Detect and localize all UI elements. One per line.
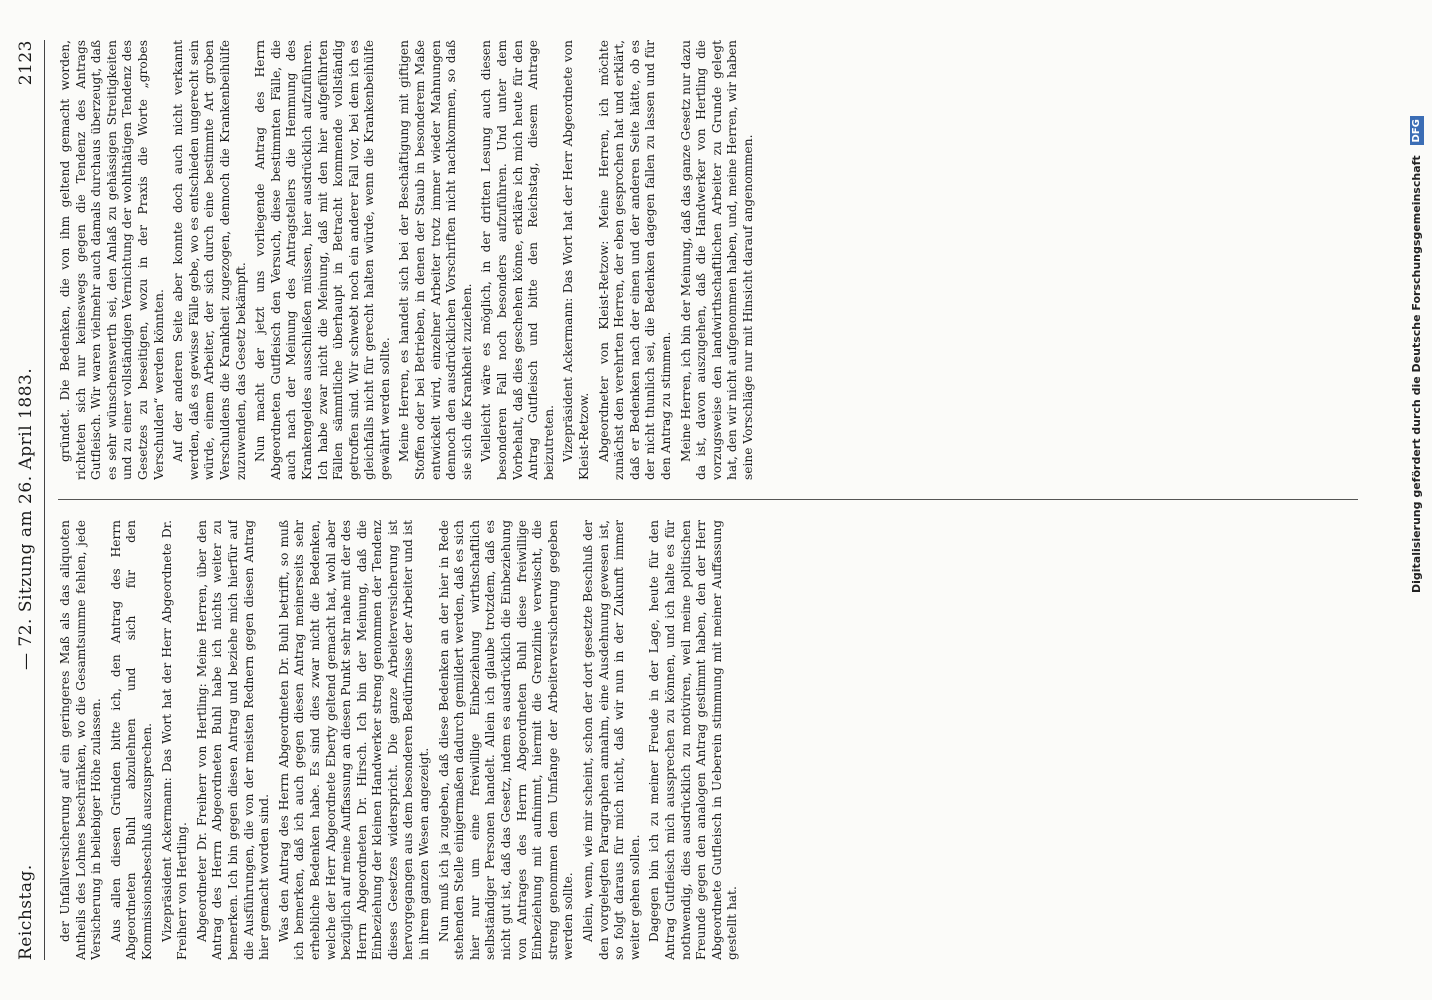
header-rule (44, 40, 45, 960)
paragraph: Vizepräsident Ackermann: Das Wort hat der Herr Abgeordnete von Kleist-Retzow. (561, 40, 591, 480)
paragraph: Abgeordneter von Kleist-Retzow: Meine Herren, ich möchte zunächst den verehrten Herren, der eben gesprochen hat und erklärt, daß er Bedenken nach der einen und der anderen Seite hätte, ob es der nicht thunlich sei, die Bedenken dagegen fallen zu lassen und für den Antrag zu stimmen. (596, 40, 673, 480)
dfg-logo: DFG (1410, 116, 1424, 145)
paragraph: Vielleicht wäre es möglich, in der dritten Lesung auch diesen besonderen Fall noch besonders aufzuführen. Und unter dem Vorbehalt, daß dies geschehen könne, erkläre ich mich heute für den Antrag Gutfleisch und bitte den Reichstag, diesem Antrage beizutreten. (479, 40, 556, 480)
paragraph: Meine Herren, ich bin der Meinung, daß das ganze Gesetz nur dazu da ist, davon auszugehen, daß die Handwerker von Hertling die vorzugsweise den landwirthschaftlichen Arbeiter zu Grunde gelegt hat, den wir nicht aufgenommen haben, und, meine Herren, wir haben seine Vorschläge nur mit Hinsicht darauf angenommen. (678, 40, 755, 480)
paragraph: der Unfallversicherung auf ein geringeres Maß als das aliquoten Antheils des Lohnes beschränken, wo die Gesamtsumme fehlen, jede Versicherung in beliebiger Höhe zulassen. (58, 520, 104, 960)
page-header (14, 40, 42, 960)
dfg-credit-text: Digitalisierung gefördert durch die Deutsche Forschungsgemeinschaft (1410, 155, 1423, 593)
paragraph: Nun macht der jetzt uns vorliegende Antrag des Herrn Abgeordneten Gutfleisch den Versuch, diese bestimmten Fälle, die auch nach der Meinung des Antragstellers die Hemmung des Krankengeldes ausschließen müssen, hier ausdrücklich aufzuführen. Ich habe zwar nicht die Meinung, daß mit den hier aufgeführten Fällen sämmtliche überhaupt in Betracht kommende vollständig getroffen sind. Wir schwebt noch ein anderer Fall vor, bei dem ich es gleichfalls nicht für gerecht halten würde, wenn die Krankenbeihülfe gewährt werden sollte. (253, 40, 392, 480)
header-left: Reichstag. (16, 864, 36, 960)
paragraph: Was den Antrag des Herrn Abgeordneten Dr. Buhl betrifft, so muß ich bemerken, daß ich auch gegen diesen Antrag meinerseits sehr erhebliche Bedenken habe. Es sind dies zwar nicht die Bedenken, welche der Herr Abgeordnete Eberty geltend gemacht hat, wohl aber bezüglich auf meine Auffassung an diesen Punkt sehr nahe mit der des Herrn Abgeordneten Dr. Hirsch. Ich bin der Meinung, daß die Einbeziehung der kleinen Handwerker streng genommen der Tendenz dieses Gesetzes widerspricht. Die ganze Arbeiterversicherung ist hervorgegangen aus dem besonderen Bedürfnisse der Arbeiter und ist in ihrem ganzen Wesen angezeigt. (276, 520, 432, 960)
paragraph: Allein, wenn, wie mir scheint, schon der dort gesetzte Beschluß der den vorgelegten Paragraphen annahm, eine Ausdehnung gewesen ist, so folgt daraus für mich nicht, daß wir nun in der Zukunft immer weiter gehen sollen. (581, 520, 642, 960)
paragraph: Nun muß ich ja zugeben, daß diese Bedenken an der hier in Rede stehenden Stelle einigermaßen dadurch gemildert werden, daß es sich hier nur um eine freiwillige Einbeziehung wirthschaftlich selbständiger Personen handelt. Allein ich glaube trotzdem, daß es nicht gut ist, daß das Gesetz, indem es ausdrücklich die Einbeziehung von Antrages des Herrn Abgeordneten Buhl diese freiwillige Einbeziehung mit aufnimmt, hiermit die Grenzlinie verwischt, die streng genommen dem Umfange der Arbeiterversicherung gegeben werden sollte. (436, 520, 576, 960)
page-number: 2123 (16, 40, 36, 86)
paragraph: gründet. Die Bedenken, die von ihm geltend gemacht worden, richteten sich nur keineswegs gegen die Tendenz des Antrags Gutfleisch. Wir waren vielmehr auch damals durchaus überzeugt, daß es sehr wünschenswerth sei, den Anlaß zu gehässigen Streitigkeiten und zu einer vollständigen Vernichtung der wohlthätigen Tendenz des Gesetzes zu beseitigen, wozu in der Praxis die Worte „grobes Verschulden“ werden könnten. (58, 40, 166, 480)
text-column-left (58, 520, 1358, 960)
paragraph: Dagegen bin ich zu meiner Freude in der Lage, heute für den Antrag Gutfleisch mich aussprechen zu können, und ich halte es für nothwendig, dies ausdrücklich zu motiviren, weil meine politischen Freunde gegen den analogen Antrag gestimmt haben, den der Herr Abgeordnete Gutfleisch in Ueberein stimmung mit meiner Auffassung gestellt hat. (647, 520, 740, 960)
paragraph: Aus allen diesen Gründen bitte ich, den Antrag des Herrn Abgeordneten Buhl abzulehnen und sich für den Kommissionsbeschluß auszusprechen. (108, 520, 154, 960)
text-column-right (58, 40, 1358, 480)
paragraph: Abgeordneter Dr. Freiherr von Hertling: Meine Herren, über den Antrag des Herrn Abgeordneten Buhl habe ich nichts weiter zu bemerken. Ich bin gegen diesen Antrag und beziehe mich hierfür auf die Ausführungen, die von der meisten Rednern gegen diesen Antrag hier gemacht worden sind. (194, 520, 272, 960)
paragraph: Meine Herren, es handelt sich bei der Beschäftigung mit giftigen Stoffen oder bei Betrieben, in denen der Staub in besonderem Maße entwickelt wird, einzelner Arbeiter trotz immer wieder Mahnungen dennoch den ausdrücklichen Vorschriften nicht nachkommen, so daß sie sich die Krankheit zuziehen. (397, 40, 474, 480)
dfg-credit (1406, 18, 1428, 593)
column-divider (58, 499, 1358, 500)
paragraph: Auf der anderen Seite aber konnte doch auch nicht verkannt werden, daß es gewisse Fälle gebe, wo es entschieden ungerecht sein würde, einem Arbeiter, der sich durch eine bestimmte Art groben Verschuldens die Krankheit zugezogen, dennoch die Krankenbeihülfe zuzuwenden, das Gesetz bekämpft. (171, 40, 248, 480)
paragraph: Vizepräsident Ackermann: Das Wort hat der Herr Abgeordnete Dr. Freiherr von Hertling. (159, 520, 190, 960)
header-center: — 72. Sitzung am 26. April 1883. (16, 367, 36, 670)
